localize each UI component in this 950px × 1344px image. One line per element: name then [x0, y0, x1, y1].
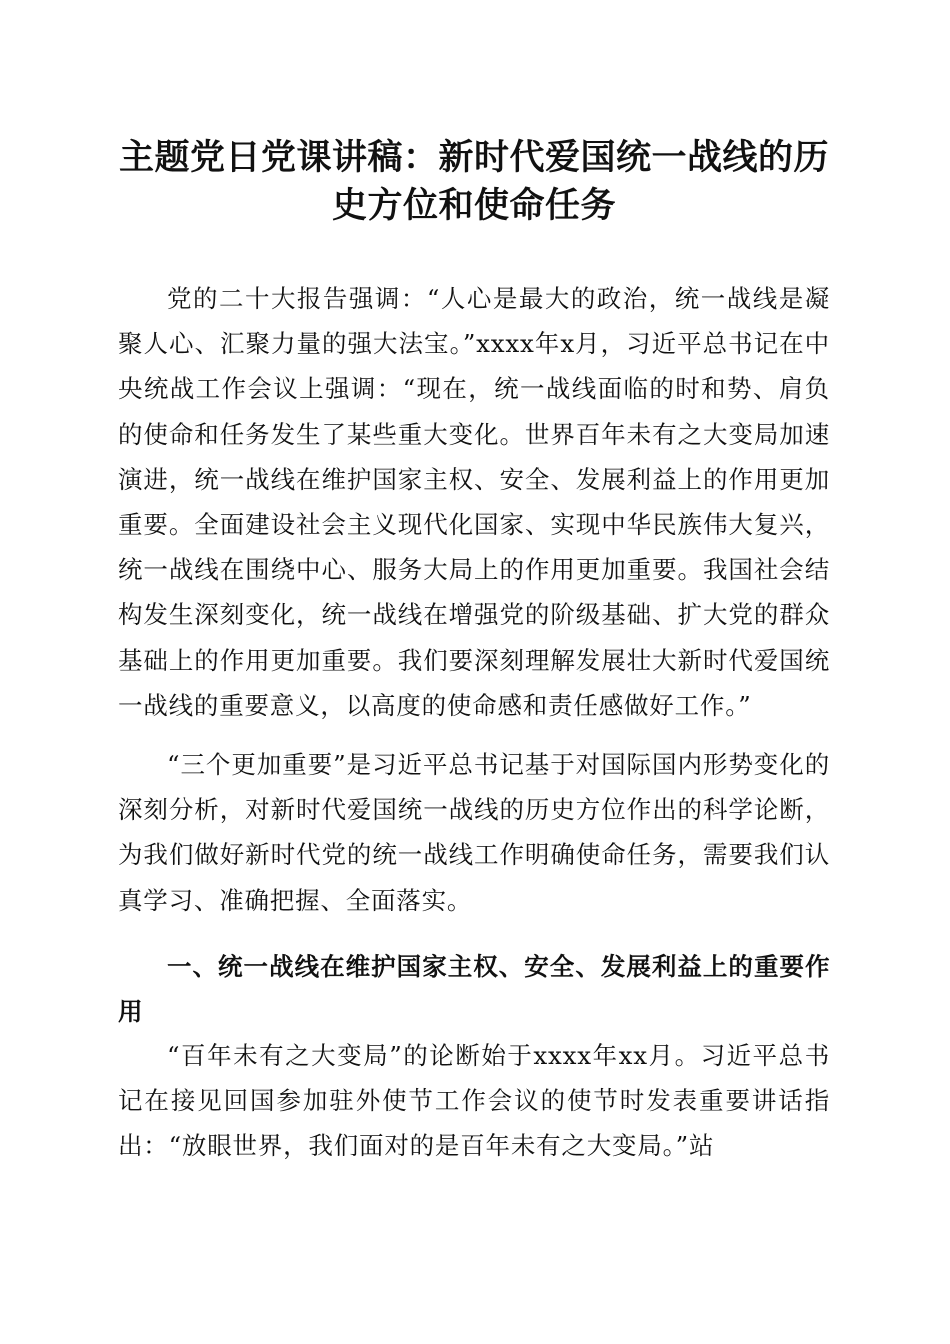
body-paragraph-3: “百年未有之大变局”的论断始于xxxx年xx月。习近平总书记在接见回国参加驻外使节工作会议的使节时发表重要讲话指出：“放眼世界，我们面对的是百年未有之大变局。”站 — [118, 1041, 830, 1161]
section-heading-1: 一、统一战线在维护国家主权、安全、发展利益上的重要作用 — [118, 952, 830, 1027]
title-line-1: 主题党日党课讲稿：新时代爱国统一战线的历 — [118, 137, 829, 178]
body-paragraph-2: “三个更加重要”是习近平总书记基于对国际国内形势变化的深刻分析，对新时代爱国统一战线的历史方位作出的科学论断，为我们做好新时代党的统一战线工作明确使命任务，需要我们认真学习、准确把握、全面落实。 — [118, 750, 830, 915]
body-paragraph-1: 党的二十大报告强调：“人心是最大的政治，统一战线是凝聚人心、汇聚力量的强大法宝。”xxxx年x月，习近平总书记在中央统战工作会议上强调：“现在，统一战线面临的时和势、肩负的使命和任务发生了某些重大变化。世界百年未有之大变局加速演进，统一战线在维护国家主权、安全、发展利益上的作用更加重要。全面建设社会主义现代化国家、实现中华民族伟大复兴，统一战线在围绕中心、服务大局上的作用更加重要。我国社会结构发生深刻变化，统一战线在增强党的阶级基础、扩大党的群众基础上的作用更加重要。我们要深刻理解发展壮大新时代爱国统一战线的重要意义，以高度的使命感和责任感做好工作。” — [118, 284, 830, 720]
document-title — [118, 134, 830, 230]
title-line-2: 史方位和使命任务 — [331, 185, 616, 226]
